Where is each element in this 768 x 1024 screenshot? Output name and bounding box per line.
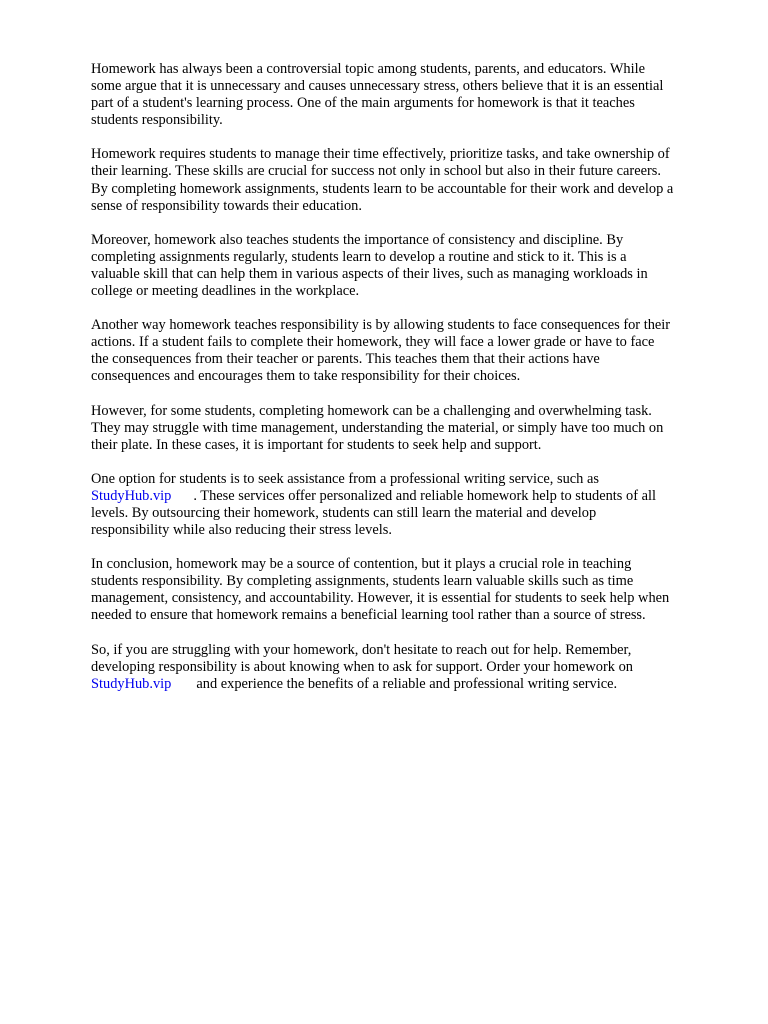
paragraph-3 bbox=[91, 232, 720, 300]
text-line: So, if you are struggling with your homework, don't hesitate to reach out for help. Remember, bbox=[91, 641, 632, 658]
text-line: needed to ensure that homework remains a beneficial learning tool rather than a source of stress. bbox=[91, 607, 646, 624]
text-line: responsibility while also reducing their stress levels. bbox=[91, 522, 392, 539]
text-line: their plate. In these cases, it is important for students to seek help and support. bbox=[91, 436, 542, 453]
paragraph-4 bbox=[91, 317, 720, 385]
paragraph-6 bbox=[91, 471, 720, 539]
text-line: Homework requires students to manage their time effectively, prioritize tasks, and take ownership of bbox=[91, 146, 670, 163]
paragraph-1 bbox=[91, 61, 720, 129]
text-line: completing assignments regularly, students learn to develop a routine and stick to it. This is a bbox=[91, 248, 627, 265]
text-line: some argue that it is unnecessary and causes unnecessary stress, others believe that it is an essential bbox=[91, 78, 664, 95]
text-line: their learning. These skills are crucial for success not only in school but also in their future careers. bbox=[91, 163, 661, 180]
studyhub-link[interactable]: StudyHub.vip bbox=[91, 675, 172, 692]
text-line: They may struggle with time management, understanding the material, or simply have too much on bbox=[91, 419, 664, 436]
text-line: However, for some students, completing homework can be a challenging and overwhelming task. bbox=[91, 402, 652, 419]
text-line-with-link bbox=[91, 676, 720, 693]
text-line: consequences and encourages them to take responsibility for their choices. bbox=[91, 368, 521, 385]
text-line: part of a student's learning process. One of the main arguments for homework is that it teaches bbox=[91, 95, 635, 112]
studyhub-link[interactable]: StudyHub.vip bbox=[91, 487, 172, 504]
paragraph-2 bbox=[91, 146, 720, 214]
text-line: valuable skill that can help them in various aspects of their lives, such as managing workloads in bbox=[91, 265, 648, 282]
text-line: Another way homework teaches responsibility is by allowing students to face consequences for their bbox=[91, 317, 671, 334]
text-line: One option for students is to seek assistance from a professional writing service, such as bbox=[91, 470, 599, 487]
text-line-with-link bbox=[91, 488, 720, 505]
text-line: students responsibility. By completing assignments, students learn valuable skills such as time bbox=[91, 573, 634, 590]
paragraph-8 bbox=[91, 642, 720, 693]
text-line: levels. By outsourcing their homework, students can still learn the material and develop bbox=[91, 504, 597, 521]
text-line: students responsibility. bbox=[91, 112, 223, 129]
text-fragment: and experience the benefits of a reliable and professional writing service. bbox=[196, 675, 618, 692]
text-line: In conclusion, homework may be a source of contention, but it plays a crucial role in teaching bbox=[91, 556, 632, 573]
text-line: developing responsibility is about knowing when to ask for support. Order your homework on bbox=[91, 658, 633, 675]
text-line: Moreover, homework also teaches students the importance of consistency and discipline. By bbox=[91, 231, 624, 248]
text-line: sense of responsibility towards their education. bbox=[91, 197, 362, 214]
text-line: By completing homework assignments, students learn to be accountable for their work and develop a bbox=[91, 180, 674, 197]
text-line: the consequences from their teacher or parents. This teaches them that their actions have bbox=[91, 351, 600, 368]
paragraph-5 bbox=[91, 403, 720, 454]
text-line: management, consistency, and accountability. However, it is essential for students to seek help when bbox=[91, 590, 670, 607]
text-line: actions. If a student fails to complete their homework, they will face a lower grade or have to face bbox=[91, 334, 655, 351]
paragraph-7 bbox=[91, 556, 720, 624]
text-fragment: . These services offer personalized and reliable homework help to students of all bbox=[193, 487, 656, 504]
text-line: college or meeting deadlines in the workplace. bbox=[91, 283, 360, 300]
text-line: Homework has always been a controversial topic among students, parents, and educators. While bbox=[91, 61, 646, 77]
